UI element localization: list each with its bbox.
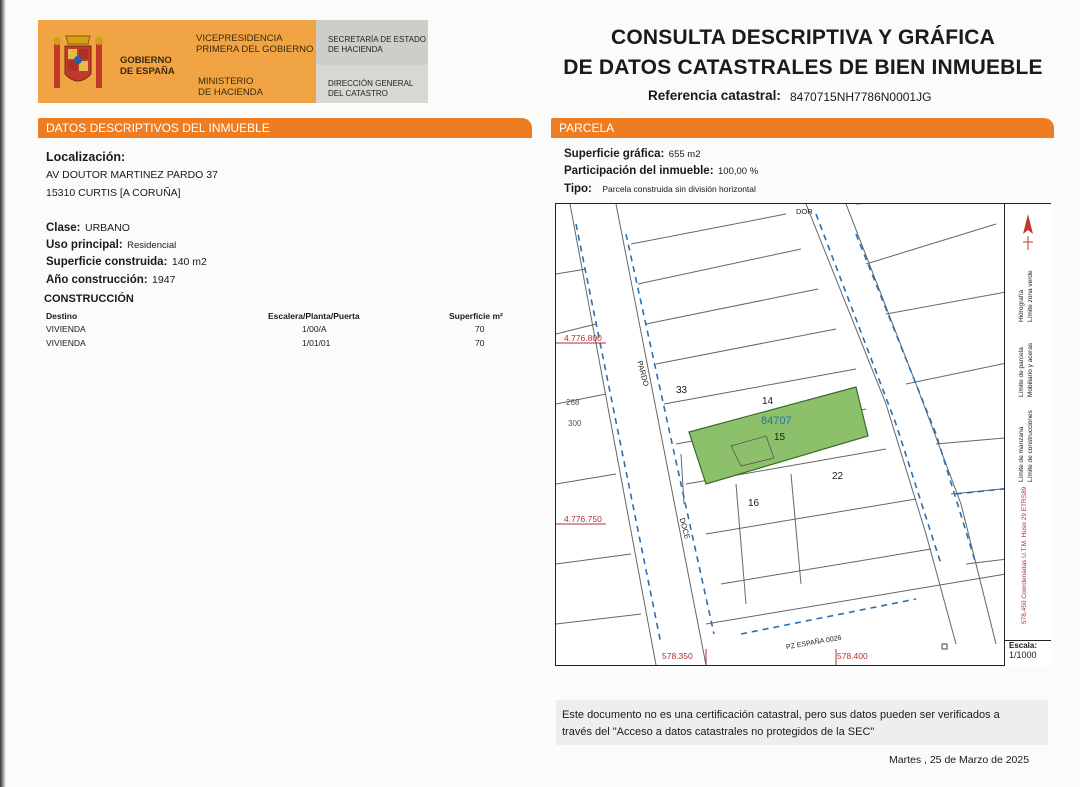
parcel-number: 15 [774, 432, 786, 443]
scan-edge-shadow [0, 0, 6, 787]
street-label: 300 [568, 419, 582, 428]
anio-label: Año construcción: [46, 274, 148, 286]
participacion-value: 100,00 % [718, 166, 759, 177]
street-label: PZ ESPAÑA [785, 637, 826, 652]
row-escalera: 1/01/01 [302, 338, 331, 348]
uso-label: Uso principal: [46, 239, 123, 251]
superficie-row [46, 252, 207, 270]
vicepresidencia-label: VICEPRESIDENCIA PRIMERA DEL GOBIERNO [196, 33, 314, 55]
clase-row [46, 218, 130, 236]
parcel-number: 16 [748, 498, 760, 509]
construccion-title: CONSTRUCCIÓN [44, 293, 134, 305]
street-label: 0026 [825, 634, 843, 645]
table-row [46, 324, 532, 334]
notice-text [562, 707, 1000, 741]
row-superficie: 70 [475, 324, 485, 334]
secretaria-label: SECRETARÍA DE ESTADO DE HACIENDA [328, 35, 426, 54]
participacion-row [564, 161, 758, 179]
datos-descriptivos-header: DATOS DESCRIPTIVOS DEL INMUEBLE [38, 118, 532, 138]
document-title-line2: DE DATOS CATASTRALES DE BIEN INMUEBLE [563, 56, 1043, 79]
construccion-table-header [46, 311, 532, 321]
anio-row [46, 270, 175, 288]
ref-catastral-value: 8470715NH7786N0001JG [790, 90, 932, 104]
coord-y1: 4.776.800 [564, 333, 602, 343]
document-title-line1: CONSULTA DESCRIPTIVA Y GRÁFICA [610, 26, 996, 49]
coord-y2: 4.776.750 [564, 514, 602, 524]
row-escalera: 1/00/A [302, 324, 327, 334]
parcel-number: 33 [676, 385, 688, 396]
address-line2: 15310 CURTIS [A CORUÑA] [46, 187, 181, 199]
clase-label: Clase: [46, 222, 81, 234]
coord-x2: 578.400 [837, 651, 868, 661]
street-label: DOCE [677, 516, 692, 541]
row-destino: VIVIENDA [46, 338, 86, 348]
direccion-label: DIRECCIÓN GENERAL DEL CATASTRO [328, 79, 414, 98]
scale-label: Escala: [1009, 641, 1038, 650]
cadastral-map-drawing [556, 204, 1050, 665]
clase-value: URBANO [84, 222, 130, 234]
uso-row [46, 235, 176, 253]
legend-item: Límite de manzana [1018, 426, 1025, 482]
street-label: DOR [796, 207, 813, 216]
legend-item: Hidrografía [1018, 289, 1025, 322]
map-legend [1004, 204, 1051, 665]
scale-box [1005, 640, 1051, 666]
tipo-label: Tipo: [564, 183, 592, 195]
gobierno-de-espana: GOBIERNO DE ESPAÑA [120, 55, 175, 77]
street-label: PARDO [635, 359, 651, 388]
document-date: Martes , 25 de Marzo de 2025 [889, 754, 1030, 766]
table-row [46, 338, 532, 348]
ministerio-label: MINISTERIO DE HACIENDA [198, 76, 263, 98]
street-pardo-west-edge [570, 204, 656, 665]
parcel-number: 14 [762, 396, 774, 407]
parcel-number: 22 [832, 471, 844, 482]
sup-grafica-label: Superficie gráfica: [564, 148, 665, 160]
col-superficie: Superficie m² [449, 311, 503, 321]
utm-coords-note: 578,450 Coordenadas U.T.M. Huso 29 ETRS89 [1021, 486, 1028, 624]
uso-value: Residencial [127, 240, 177, 251]
tipo-value: Parcela construida sin división horizontal [602, 184, 756, 194]
legend-item: Mobiliario y aceras [1027, 342, 1034, 397]
parcela-header: PARCELA [551, 118, 1054, 138]
cadastral-map [555, 203, 1051, 666]
legend-item: Límite zona verde [1027, 270, 1034, 322]
col-destino: Destino [46, 311, 78, 321]
row-superficie: 70 [475, 338, 485, 348]
row-destino: VIVIENDA [46, 324, 86, 334]
sup-grafica-value: 655 m2 [668, 149, 701, 160]
notice-line2: través del "Acceso a datos catastrales no protegidos de la SEC" [562, 726, 875, 738]
notice-line1: Este documento no es una certificación catastral, pero sus datos pueden ser verificados a [562, 709, 1000, 721]
legend-item: Límite de construcciones [1027, 410, 1034, 482]
sup-grafica-row [564, 144, 700, 162]
legend-item: Límite de parcela [1018, 347, 1025, 397]
parcel-ref-label: 84707 [761, 415, 792, 427]
superficie-label: Superficie construida: [46, 256, 168, 268]
localizacion-label: Localización: [46, 150, 126, 164]
spain-coat-of-arms-icon [50, 30, 106, 96]
superficie-value: 140 m2 [171, 256, 207, 268]
participacion-label: Participación del inmueble: [564, 165, 714, 177]
coord-x1: 578.350 [662, 651, 693, 661]
anio-value: 1947 [152, 274, 176, 286]
scale-value: 1/1000 [1009, 650, 1037, 660]
street-east-east-edge [846, 204, 996, 644]
ref-catastral-label: Referencia catastral: [648, 88, 781, 103]
address-line1: AV DOUTOR MARTINEZ PARDO 37 [46, 169, 218, 181]
north-arrow-icon [1019, 212, 1037, 252]
tipo-row [564, 179, 756, 197]
street-label: 268 [566, 398, 580, 407]
col-escalera: Escalera/Planta/Puerta [268, 311, 360, 321]
